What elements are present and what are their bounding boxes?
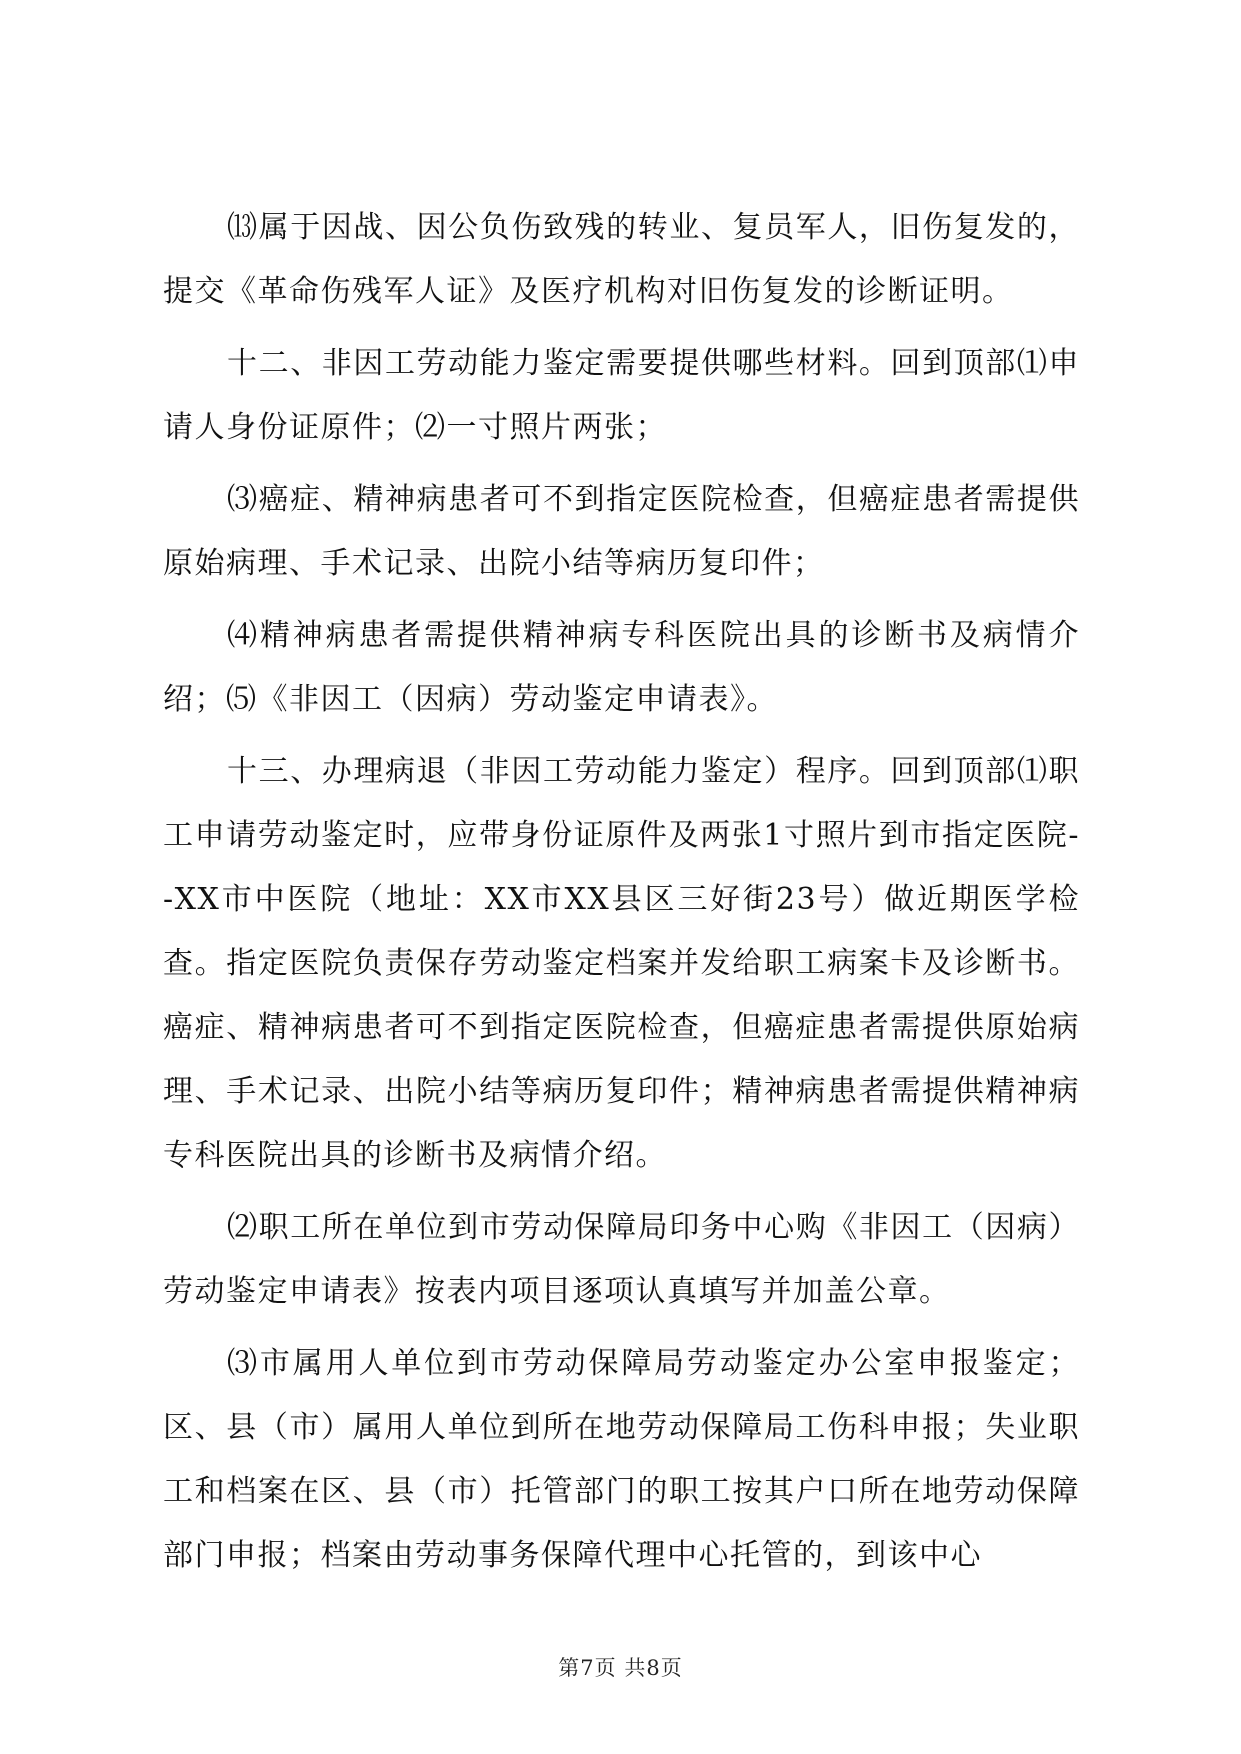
document-body [163, 196, 1080, 1596]
paragraph-step-2: ⑵职工所在单位到市劳动保障局印务中心购《非因工（因病）劳动鉴定申请表》按表内项目逐项认真填写并加盖公章。 [163, 1210, 1080, 1309]
paragraph-item-4-5: ⑷精神病患者需提供精神病专科医院出具的诊断书及病情介绍；⑸《非因工（因病）劳动鉴定申请表》。 [163, 618, 1080, 717]
paragraph-item-3: ⑶癌症、精神病患者可不到指定医院检查，但癌症患者需提供原始病理、手术记录、出院小结等病历复印件； [163, 482, 1080, 581]
paragraph-step-3: ⑶市属用人单位到市劳动保障局劳动鉴定办公室申报鉴定；区、县（市）属用人单位到所在地劳动保障局工伤科申报；失业职工和档案在区、县（市）托管部门的职工按其户口所在地劳动保障部门申报；档案由劳动事务保障代理中心托管的，到该中心 [163, 1346, 1080, 1573]
paragraph-section-13: 十三、办理病退（非因工劳动能力鉴定）程序。回到顶部⑴职工申请劳动鉴定时，应带身份证原件及两张1寸照片到市指定医院--XX市中医院（地址：XX市XX县区三好街23号）做近期医学检查。指定医院负责保存劳动鉴定档案并发给职工病案卡及诊断书。癌症、精神病患者可不到指定医院检查，但癌症患者需提供原始病理、手术记录、出院小结等病历复印件；精神病患者需提供精神病专科医院出具的诊断书及病情介绍。 [163, 754, 1080, 1173]
paragraph-item-13: ⒀属于因战、因公负伤致残的转业、复员军人，旧伤复发的，提交《革命伤残军人证》及医疗机构对旧伤复发的诊断证明。 [163, 210, 1080, 309]
paragraph-section-12: 十二、非因工劳动能力鉴定需要提供哪些材料。回到顶部⑴申请人身份证原件；⑵一寸照片两张； [163, 346, 1080, 445]
page-number-footer: 第7页 共8页 [558, 1656, 683, 1680]
